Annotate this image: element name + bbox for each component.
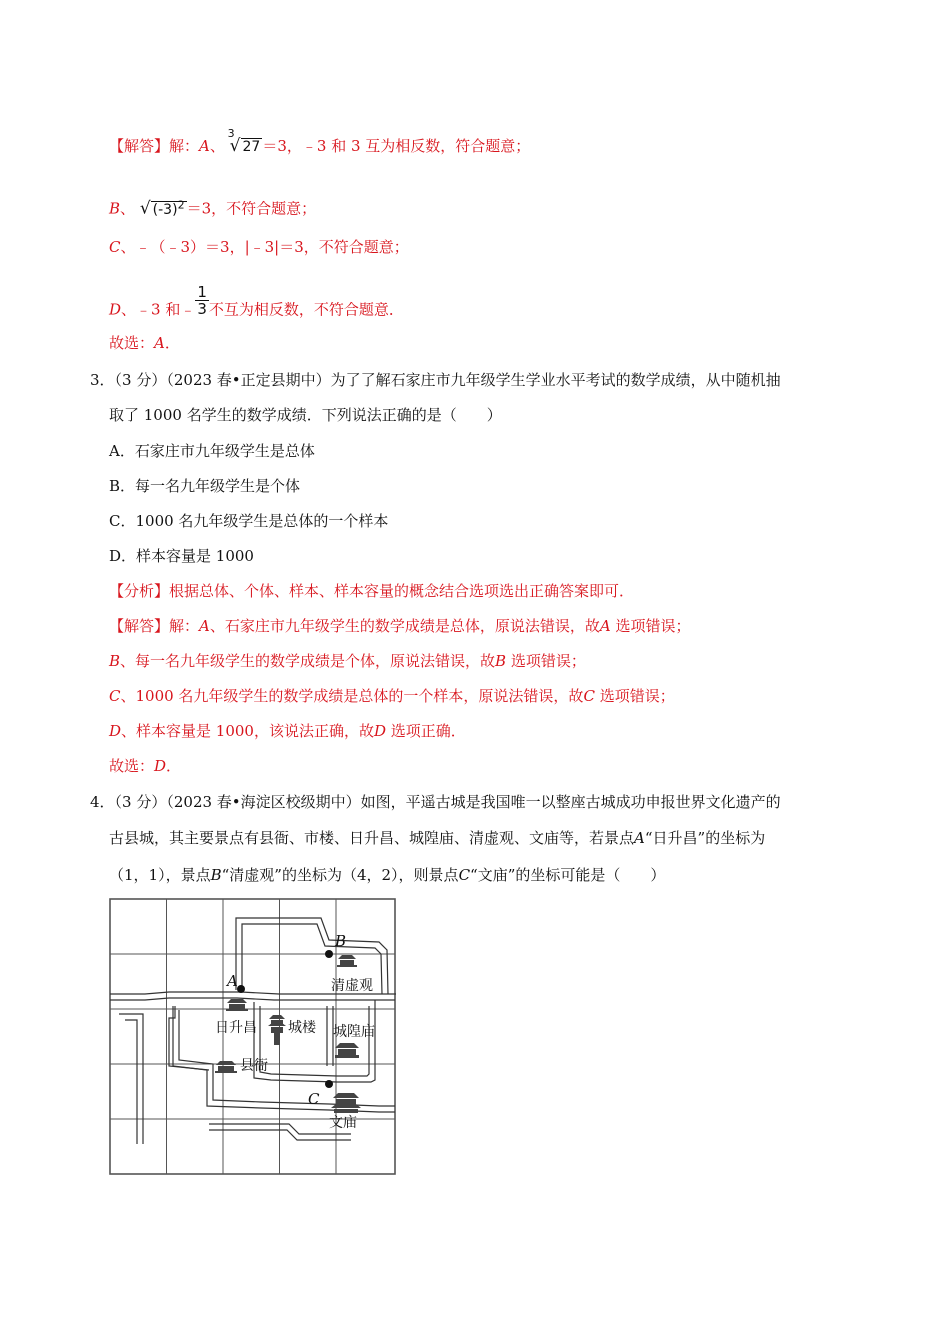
q3-analysis: 【分析】根据总体、个体、样本、样本容量的概念结合选项选出正确答案即可． (109, 582, 635, 600)
place-label-xianya: 县衙 (240, 1058, 268, 1074)
place-label-rishengchang: 日升昌 (215, 1020, 257, 1036)
point-b-dot (325, 950, 333, 958)
prev-answer-line-c: C、﹣（﹣3）＝3，|﹣3|＝3，不符合题意； (109, 238, 409, 256)
q4-stem-line-3: （1，1），景点B“清虚观”的坐标为（4，2），则景点C“文庙”的坐标可能是（ ） (109, 866, 666, 884)
prev-answer-line-b: B、 √ $(-3)^2 =3$，不符合题意； (109, 194, 316, 221)
prev-choice: 故选：A． (109, 334, 180, 352)
chenglou-tower-icon (268, 1015, 286, 1045)
rishengchang-temple-icon (226, 999, 248, 1011)
answer-tag: 【解答】 (109, 617, 170, 635)
xianya-temple-icon (215, 1061, 237, 1073)
chenghuangmiao-temple-icon (335, 1043, 359, 1058)
qingxuguan-temple-icon (337, 955, 357, 967)
point-c-label: C (308, 1090, 320, 1108)
prev-answer-line-d: D、﹣3 和﹣ $\frac{1}{3}$ 不互为相反数，不符合题意． (109, 283, 404, 319)
q3-answer-line-d: D、样本容量是 1000，该说法正确，故D 选项正确． (109, 722, 466, 740)
q4-stem-line-1: 4．（3 分）（2023 春•海淀区校级期中）如图，平遥古城是我国唯一以整座古城成功申报世界文化遗产的 (90, 793, 781, 811)
q3-answer-line-b: B、每一名九年级学生的数学成绩是个体，原说法错误，故B 选项错误； (109, 652, 586, 670)
q3-answer-line-c: C、1000 名九年级学生的数学成绩是总体的一个样本，原说法错误，故C 选项错误； (109, 687, 675, 705)
place-label-qingxuguan: 清虚观 (331, 978, 373, 994)
q3-answer-line-a: 【解答】解：A、石家庄市九年级学生的数学成绩是总体，原说法错误，故A 选项错误； (109, 617, 691, 635)
q4-stem-line-2: 古县城，其主要景点有县衙、市楼、日升昌、城隍庙、清虚观、文庙等，若景点A“日升昌”的坐标为 (109, 829, 766, 847)
q3-option-c: C．1000 名九年级学生是总体的一个样本 (109, 512, 389, 530)
pingyao-map-figure (109, 898, 396, 1175)
square-root-expression: √ $(-3)^2$ (139, 198, 185, 219)
analysis-tag: 【分析】 (109, 582, 170, 600)
cube-root-expression: 3 √ 27 (227, 127, 261, 156)
q3-option-d: D．样本容量是 1000 (109, 547, 254, 565)
place-label-chenghuangmiao: 城隍庙 (333, 1024, 375, 1040)
place-label-chenglou: 城楼 (288, 1020, 316, 1036)
place-label-wenmiao: 文庙 (329, 1115, 357, 1131)
q3-choice: 故选：D． (109, 757, 182, 775)
point-b-label: B (335, 932, 347, 950)
prev-answer-line-a: 【解答】解：A、 3 √ 27 ＝3，﹣3 和 3 互为相反数，符合题意； (109, 127, 531, 156)
q3-option-b: B．每一名九年级学生是个体 (109, 477, 301, 495)
fraction: $\frac{1}{3}$ (197, 283, 207, 318)
point-a-dot (237, 985, 245, 993)
q3-stem-line-2: 取了 1000 名学生的数学成绩．下列说法正确的是（ ） (109, 406, 502, 424)
q3-stem-line-1: 3．（3 分）（2023 春•正定县期中）为了了解石家庄市九年级学生学业水平考试的数学成绩，从中随机抽 (90, 371, 781, 389)
answer-tag: 【解答】 (109, 137, 170, 155)
point-a-label: A (227, 972, 238, 990)
q3-option-a: A．石家庄市九年级学生是总体 (109, 442, 315, 460)
point-c-dot (325, 1080, 333, 1088)
